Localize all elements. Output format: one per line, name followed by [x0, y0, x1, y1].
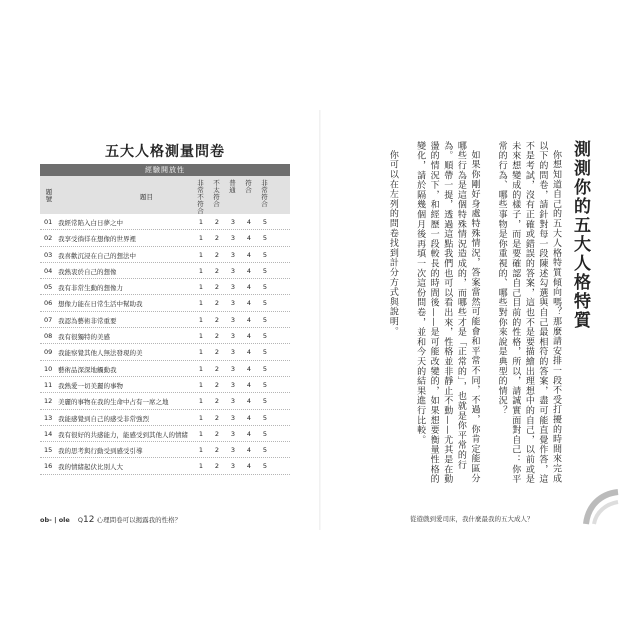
question-number: 15 — [44, 446, 53, 455]
paragraph: 你可以在左列的問卷找到計分方式與說明。 — [387, 150, 398, 337]
table-row — [40, 279, 290, 295]
question-number: 03 — [44, 250, 53, 259]
question-text: 美麗的事物在我的生命中占有一席之地 — [58, 398, 169, 407]
table-row — [40, 442, 290, 458]
header-number: 題號 — [45, 188, 53, 203]
score-option: 5 — [262, 266, 268, 275]
score-option: 5 — [262, 380, 268, 389]
score-option: 2 — [214, 380, 220, 389]
score-option: 3 — [230, 397, 236, 406]
question-text: 我的情緒起伏比別人大 — [58, 463, 123, 472]
table-row — [40, 312, 290, 328]
question-number: 09 — [44, 348, 53, 357]
table-row — [40, 230, 290, 246]
score-option: 2 — [214, 299, 220, 308]
question-text: 我有非常生動的想像力 — [58, 284, 123, 293]
score-option: 2 — [214, 446, 220, 455]
questionnaire-title: 五大人格測量問卷 — [105, 144, 225, 160]
score-option: 1 — [198, 218, 204, 226]
score-option: 1 — [198, 266, 204, 275]
score-option: 1 — [198, 283, 204, 292]
question-text: 我有很獨特的美感 — [58, 333, 110, 342]
table-header — [40, 176, 290, 214]
table-row — [40, 295, 290, 311]
table-row — [40, 393, 290, 409]
score-option: 2 — [214, 429, 220, 438]
score-option: 3 — [230, 266, 236, 275]
score-option: 4 — [246, 218, 252, 226]
score-option: 1 — [198, 429, 204, 438]
table-row — [40, 458, 290, 474]
score-option: 5 — [262, 413, 268, 422]
chapter-label — [78, 515, 181, 525]
left-footer — [40, 515, 181, 525]
score-option: 2 — [214, 234, 220, 243]
score-option: 5 — [262, 462, 268, 471]
question-text: 我享受徜徉在想像的世界裡 — [58, 235, 136, 244]
score-option: 1 — [198, 250, 204, 259]
score-option: 5 — [262, 332, 268, 341]
score-option: 5 — [262, 397, 268, 406]
section-header: 經驗開放性 — [40, 164, 290, 176]
question-text: 我喜歡沉浸在自己的想法中 — [58, 251, 136, 260]
score-option: 2 — [214, 462, 220, 471]
header-col-3: 普通 — [229, 179, 236, 194]
header-col-5: 非常符合 — [261, 179, 268, 208]
score-option: 1 — [198, 299, 204, 308]
page-gutter — [319, 110, 321, 530]
score-option: 2 — [214, 315, 220, 324]
question-number: 06 — [44, 299, 53, 308]
table-row — [40, 361, 290, 377]
question-number: 12 — [44, 397, 53, 406]
score-option: 5 — [262, 446, 268, 455]
score-option: 4 — [246, 234, 252, 243]
score-option: 5 — [262, 234, 268, 243]
score-option: 4 — [246, 283, 252, 292]
question-text: 想像力能在日常生活中幫助我 — [58, 300, 143, 309]
score-option: 1 — [198, 234, 204, 243]
question-number: 02 — [44, 234, 53, 243]
score-option: 2 — [214, 283, 220, 292]
score-option: 4 — [246, 250, 252, 259]
score-option: 5 — [262, 364, 268, 373]
question-text: 我有很好的共感能力，能感受到其他人的情緒 — [58, 430, 188, 439]
question-number: 13 — [44, 413, 53, 422]
question-number: 01 — [44, 218, 53, 226]
score-option: 4 — [246, 299, 252, 308]
score-option: 3 — [230, 283, 236, 292]
score-option: 2 — [214, 332, 220, 341]
score-option: 2 — [214, 413, 220, 422]
score-option: 4 — [246, 315, 252, 324]
question-text: 我熱愛一切美麗的事物 — [58, 381, 123, 390]
score-option: 1 — [198, 446, 204, 455]
question-text: 我能感覺到自己的感受非常強烈 — [58, 414, 149, 423]
question-number: 14 — [44, 429, 53, 438]
paragraph: 你想知道自己的五大人格特質傾向嗎？那麼請安排一段不受打擾的時間來完成以下的問卷，請針對每一段陳述勾選與自己最相符的答案，盡可能直覺作答，這不是考試，沒有正確或錯誤的答案，這也不是要描繪出理想中的自己，以前或是未來想變成的樣子，而是要確認自己目前的性格，所以，請誠實面對自己：你平常的行為、哪些事物是你重視的、哪些對你來說是典型的情況？ — [496, 141, 561, 484]
score-option: 3 — [230, 429, 236, 438]
question-number: 05 — [44, 283, 53, 292]
score-option: 4 — [246, 364, 252, 373]
score-option: 4 — [246, 266, 252, 275]
score-option: 3 — [230, 250, 236, 259]
body-text — [371, 141, 562, 487]
score-option: 3 — [230, 332, 236, 341]
table-row — [40, 377, 290, 393]
score-option: 1 — [198, 380, 204, 389]
score-option: 5 — [262, 348, 268, 357]
table-row — [40, 410, 290, 426]
score-option: 1 — [198, 348, 204, 357]
score-option: 4 — [246, 332, 252, 341]
score-option: 2 — [214, 397, 220, 406]
header-col-4: 符合 — [245, 179, 252, 194]
chapter-mark: Q — [77, 516, 84, 524]
score-option: 4 — [246, 397, 252, 406]
questionnaire-table — [40, 164, 290, 475]
question-text: 我能察覺其他人無法發現的美 — [58, 349, 143, 358]
header-col-2: 不太符合 — [213, 179, 220, 208]
chapter-number: 12 — [83, 515, 95, 525]
score-option: 3 — [230, 234, 236, 243]
score-option: 2 — [214, 250, 220, 259]
question-text: 我熱衷於自己的想像 — [58, 267, 117, 276]
question-text: 藝術品深深地觸動我 — [58, 365, 117, 374]
question-number: 04 — [44, 266, 53, 275]
question-text: 我的思考與行動受到感受引導 — [58, 447, 143, 456]
question-number: 16 — [44, 462, 53, 471]
score-option: 4 — [246, 380, 252, 389]
score-option: 1 — [198, 397, 204, 406]
score-option: 5 — [262, 315, 268, 324]
score-option: 3 — [230, 413, 236, 422]
question-number: 11 — [44, 380, 53, 389]
score-option: 4 — [246, 429, 252, 438]
score-option: 5 — [262, 429, 268, 438]
score-option: 4 — [246, 446, 252, 455]
score-option: 1 — [198, 332, 204, 341]
score-option: 1 — [198, 364, 204, 373]
score-option: 3 — [230, 299, 236, 308]
score-option: 2 — [214, 218, 220, 226]
score-option: 2 — [214, 348, 220, 357]
score-option: 5 — [262, 299, 268, 308]
score-option: 1 — [198, 462, 204, 471]
header-col-1: 非常不符合 — [197, 179, 204, 215]
paragraph: 如果你剛好身處特殊情況，答案當然可能會和平常不同，不過，你肯定能區分哪些行為是這個特殊情況造成的，而哪些才是「正常的」，也就是你平常的行為。順帶一提，透過這點我們也可以看出來，性格並非靜止不動——尤其是在動盪的情況下，和經歷一段較長的時間後——是可能改變的，如果想要衡量性格的變化，請於隔幾個月後再填一次這份問卷，並和今天的結果進行比較。 — [415, 141, 480, 484]
table-row — [40, 344, 290, 360]
right-footer: 從遊戲到愛司床，我什麼最我的五大成人？ — [410, 515, 534, 523]
table-row — [40, 263, 290, 279]
score-option: 5 — [262, 283, 268, 292]
chapter-title: 心理問卷可以揭露我的性格？ — [96, 516, 182, 524]
score-option: 3 — [230, 446, 236, 455]
question-text: 我認為藝術非常重要 — [58, 316, 117, 325]
score-option: 3 — [230, 462, 236, 471]
score-option: 5 — [262, 250, 268, 259]
score-option: 2 — [214, 266, 220, 275]
table-row — [40, 247, 290, 263]
score-option: 3 — [230, 364, 236, 373]
score-option: 3 — [230, 348, 236, 357]
decorative-swirl-icon — [580, 488, 620, 528]
question-text: 我經常陷入白日夢之中 — [58, 219, 123, 227]
score-option: 4 — [246, 413, 252, 422]
score-option: 3 — [230, 218, 236, 226]
score-option: 1 — [198, 413, 204, 422]
header-item: 題目 — [140, 193, 153, 201]
score-option: 4 — [246, 462, 252, 471]
score-option: 1 — [198, 315, 204, 324]
table-row — [40, 328, 290, 344]
question-number: 10 — [44, 364, 53, 373]
score-option: 4 — [246, 348, 252, 357]
page-numbers: ob- | ole — [40, 516, 70, 524]
question-number: 08 — [44, 332, 53, 341]
score-option: 2 — [214, 364, 220, 373]
score-option: 3 — [230, 315, 236, 324]
table-row — [40, 426, 290, 442]
score-option: 3 — [230, 380, 236, 389]
table-body — [40, 214, 290, 475]
question-number: 07 — [44, 315, 53, 324]
table-row — [40, 214, 290, 230]
section-title: 測測你的五大人格特質 — [570, 140, 590, 330]
score-option: 5 — [262, 218, 268, 226]
